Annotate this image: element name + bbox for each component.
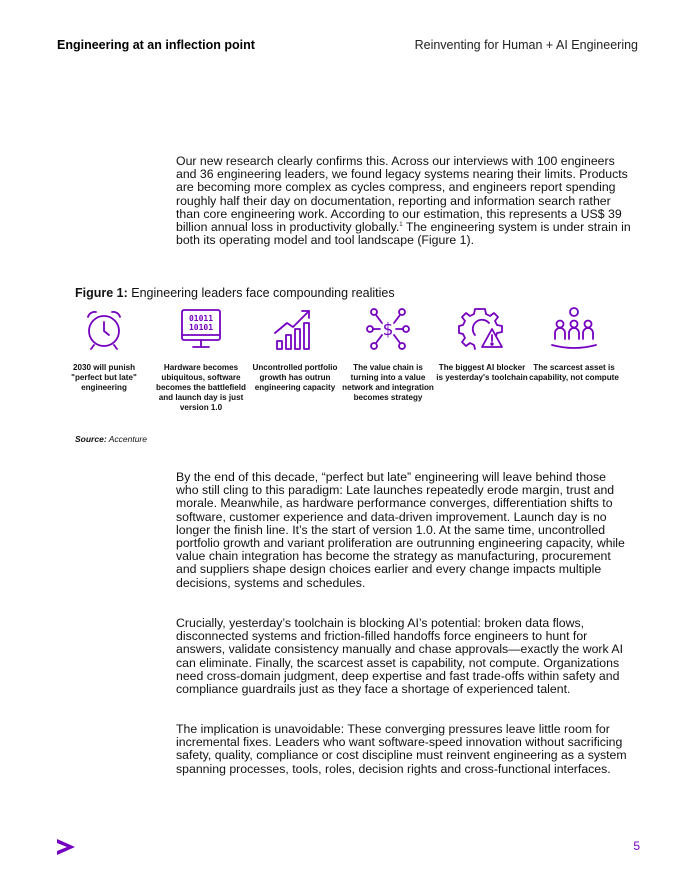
body-text: Crucially, yesterday’s toolchain is blocking AI’s potential: broken data flows, disconnected systems and friction-filled handoffs force engineers to hunt for answers, validate consistency manually and chase approvals—exactly the work AI can eliminate. Finally, the scarcest asset is capability, not compute. Organizations need cross-domain judgment, deep expertise and fast trade-offs within safety and compliance guardrails just as they face a shortage of experienced talent.: [176, 616, 624, 697]
svg-text:01011: 01011: [188, 314, 214, 323]
svg-text:10101: 10101: [188, 323, 214, 332]
gear-warning-icon: [458, 305, 506, 353]
body-paragraph-1: [176, 471, 631, 590]
growth-chart-icon: [271, 305, 319, 353]
figure-item-4: [342, 305, 434, 403]
binary-monitor-icon: [177, 305, 225, 353]
document-title: Reinventing for Human + AI Engineering: [414, 38, 638, 52]
figure-item-caption: The value chain is turning into a value network and integration becomes strategy: [342, 363, 434, 402]
body-text: By the end of this decade, “perfect but late” engineering will leave behind those who still cling to this paradigm: Late launches repeatedly erode margin, trust and morale. Meanwhile, as hardware performance converges, differentiation shifts to software, customer experience and data-driven improvement. Launch day is no longer the finish line. It’s the start of version 1.0. At the same time, uncontrolled portfolio growth and variant proliferation are outrunning engineering capacity, while value chain integration has become the strategy as manufacturing, procurement and suppliers shape design choices earlier and every change impacts multiple decisions, systems and schedules.: [176, 470, 625, 590]
value-network-icon: [364, 305, 412, 353]
figure-item-caption: The biggest AI blocker is yesterday's toolchain: [436, 363, 528, 382]
intro-text-cont: The engineering system is under strain in both its operating model and tool landscape (Figure 1).: [176, 220, 631, 248]
figure-icon-row: [62, 305, 627, 430]
figure-item-caption: Hardware becomes ubiquitous, software becomes the battlefield and launch day is just version 1.0: [156, 363, 246, 412]
page-number: 5: [633, 839, 640, 853]
section-title: Engineering at an inflection point: [57, 38, 255, 52]
figure-item-caption: Uncontrolled portfolio growth has outrun engineering capacity: [252, 363, 338, 392]
accenture-logo-icon: [56, 838, 76, 856]
figure-source: [75, 434, 147, 444]
figure-item-1: [58, 305, 150, 393]
figure-item-3: [249, 305, 341, 393]
source-label: Source:: [75, 434, 107, 444]
figure-item-6: [528, 305, 620, 383]
figure-item-5: [436, 305, 528, 383]
footnote-ref[interactable]: 1: [399, 221, 403, 228]
body-text: The implication is unavoidable: These converging pressures leave little room for incremental fixes. Leaders who want software-speed innovation without sacrificing safety, quality, compliance or cost discipline must reinvent engineering as a system spanning processes, tools, roles, decision rights and cross-functional interfaces.: [176, 722, 627, 776]
body-paragraph-3: [176, 723, 631, 776]
intro-text: Our new research clearly confirms this. Across our interviews with 100 engineers and 36 engineering leaders, we found legacy systems nearing their limits. Products are becoming more complex as cycles compress, and engineers report spending roughly half their day on documentation, reporting and information search rather than core engineering work. According to our estimation, this represents a US$ 39 billion annual loss in productivity globally.: [176, 154, 628, 235]
figure-item-2: [155, 305, 247, 413]
alarm-clock-icon: [80, 305, 128, 353]
figure-item-caption: The scarcest asset is capability, not compute: [529, 363, 619, 382]
figure-title: [75, 286, 395, 300]
source-value: Accenture: [106, 434, 147, 444]
figure-item-caption: 2030 will punish "perfect but late" engineering: [71, 363, 137, 392]
figure-caption: Engineering leaders face compounding realities: [127, 286, 395, 300]
body-paragraph-2: [176, 617, 631, 696]
figure-label: Figure 1:: [75, 286, 128, 300]
people-group-icon: [550, 305, 598, 353]
svg-text:$: $: [382, 320, 394, 340]
intro-paragraph: [176, 155, 631, 247]
